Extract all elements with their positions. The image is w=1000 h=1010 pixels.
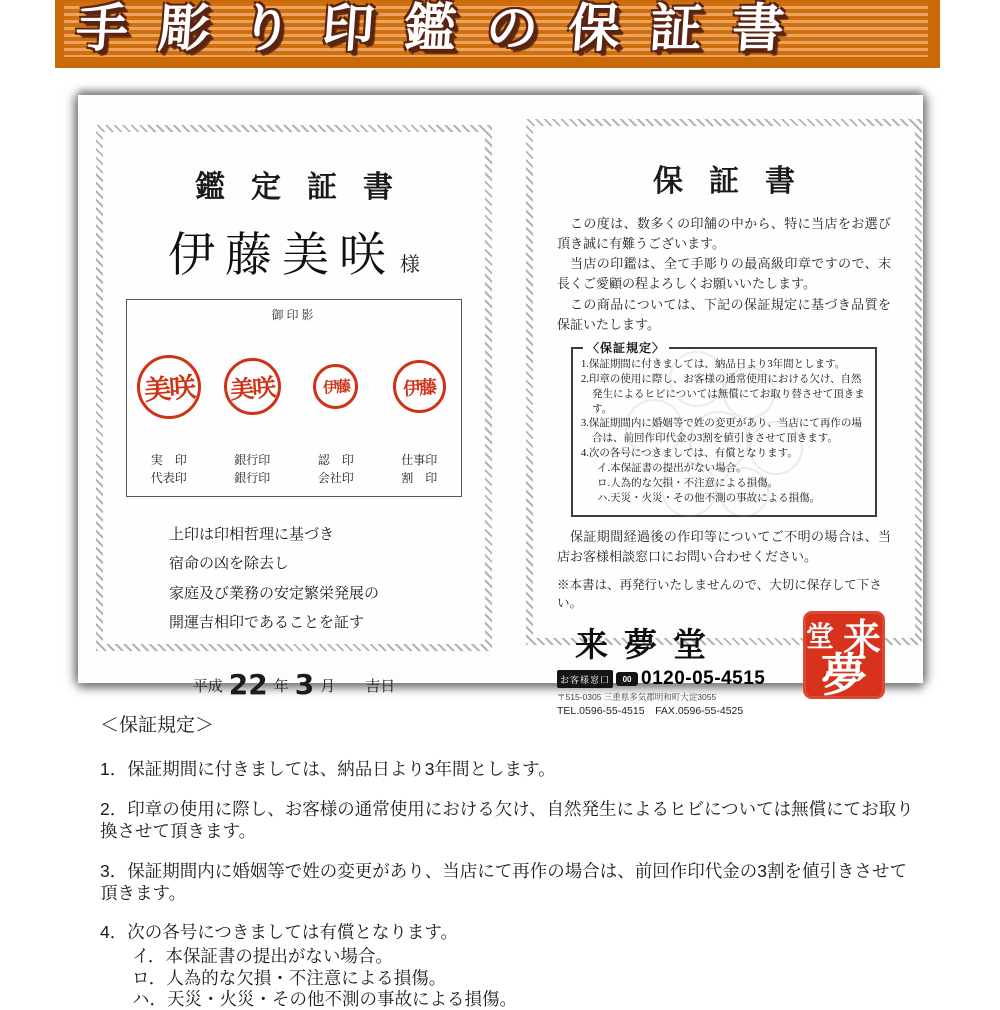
seal-label-3: 認 印 会社印: [317, 452, 354, 486]
terms-item-1: 1．保証期間に付きましては、納品日より3年間とします。: [100, 759, 556, 779]
shop-name: 来夢堂: [575, 628, 722, 665]
rules-box-legend: 〈保証規定〉: [583, 340, 669, 357]
seal-impression-4: 伊藤: [393, 360, 446, 413]
seal-impression-label: 御印影: [271, 308, 317, 322]
header-banner: [55, 0, 940, 68]
terms-subitem-i: イ．本保証書の提出がない場合。: [132, 946, 393, 967]
terms-subitem-ro: ロ．人為的な欠損・不注意による損傷。: [132, 967, 447, 988]
contact-window-label: お客様窓口: [557, 670, 613, 688]
customer-name-row: [103, 218, 485, 285]
customer-name: 伊藤美咲: [168, 230, 396, 282]
warranty-after-text: 保証期間経過後の作印等についてご不明の場合は、当店お客様相談窓口にお問い合わせください。: [557, 528, 891, 565]
page-title: 手彫り印鑑の保証書: [74, 0, 817, 58]
warranty-certificate: [526, 119, 922, 718]
pledge-text: 上印は印相哲理に基づき 宿命の凶を除去し 家庭及び業務の安定繁栄発展の 開運吉相印であることを証す: [169, 527, 380, 631]
date-year: 22: [228, 668, 268, 701]
terms-item-3: 3．保証期間内に婚姻等で姓の変更があり、当店にて再作の場合は、前回作印代金の3割を値引きさせて頂きます。: [100, 860, 907, 903]
shop-tel-fax: TEL.0596-55-4515 FAX.0596-55-4525: [557, 705, 744, 718]
date-month: 3: [294, 668, 315, 701]
warranty-terms-section: [100, 710, 918, 1010]
seal-label-1: 実 印 代表印: [150, 452, 187, 486]
terms-subitem-ha: ハ．天災・火災・その他不測の事故による損傷。: [132, 988, 517, 1009]
freedial-number: 0120-05-4515: [641, 668, 766, 690]
seal-impression-1: 美咲: [137, 355, 201, 419]
warranty-note: ※本書は、再発行いたしませんので、大切に保存して下さい。: [557, 578, 882, 611]
seal-impressions-row: [127, 323, 461, 451]
seal-impression-2: 美咲: [224, 358, 281, 415]
shop-seal-stamp: 来 堂 夢: [803, 611, 885, 699]
date-day: 吉日: [365, 679, 396, 695]
terms-heading: ＜保証規定＞: [100, 715, 215, 736]
seal-label-2: 銀行印 銀行印: [234, 452, 271, 486]
seal-impression-box: [126, 299, 462, 497]
honorific: 様: [400, 254, 420, 276]
certificate-date: 平成 22 年 3 月 吉日: [192, 668, 396, 701]
terms-item-4: 4．次の各号につきましては有償となります。: [100, 922, 458, 943]
shop-address: 〒515-0305 三重県多気郡明和町大淀3055: [557, 692, 717, 703]
warranty-title: 保証書: [653, 165, 821, 198]
seal-labels-row: [127, 451, 461, 488]
seal-impression-3: 伊藤: [313, 364, 358, 409]
certificates-photo: [78, 95, 923, 718]
appraisal-certificate: [96, 125, 492, 701]
appraisal-title: 鑑定証書: [195, 171, 419, 204]
seal-label-4: 仕事印 割 印: [401, 452, 438, 486]
warranty-intro: この度は、数多くの印舗の中から、特に当店をお選び頂き誠に有難うございます。 当店の印鑑は、全て手彫りの最高級印章ですので、末長くご愛顧の程よろしくお願いいたします。 この商品については、下記の保証規定に基づき品質を保証いたします。: [557, 216, 891, 332]
terms-item-2: 2．印章の使用に際し、お客様の通常使用における欠け、自然発生によるヒビについては無償にてお取り換させて頂きます。: [100, 798, 914, 841]
warranty-rules-box: 〈保証規定〉 1.保証期間に付きましては、納品日より3年間とします。 2.印章の使用に際し、お客様の通常使用における欠け、自然発生によるヒビについては無償にてお取り替させて頂きます。 3.保証期間内に婚姻等で姓の変更があり、当店にて再作の場合は、前回作印代金の3割を値引きさせて頂きます。 4.次の各号につきましては、有償となります。 イ.本保証書の提出がない場合。 ロ.人為的な欠損・不注意による損傷。 ハ.天災・火災・その他不測の事故による損傷。: [571, 347, 877, 517]
freedial-icon: 00: [616, 672, 638, 686]
